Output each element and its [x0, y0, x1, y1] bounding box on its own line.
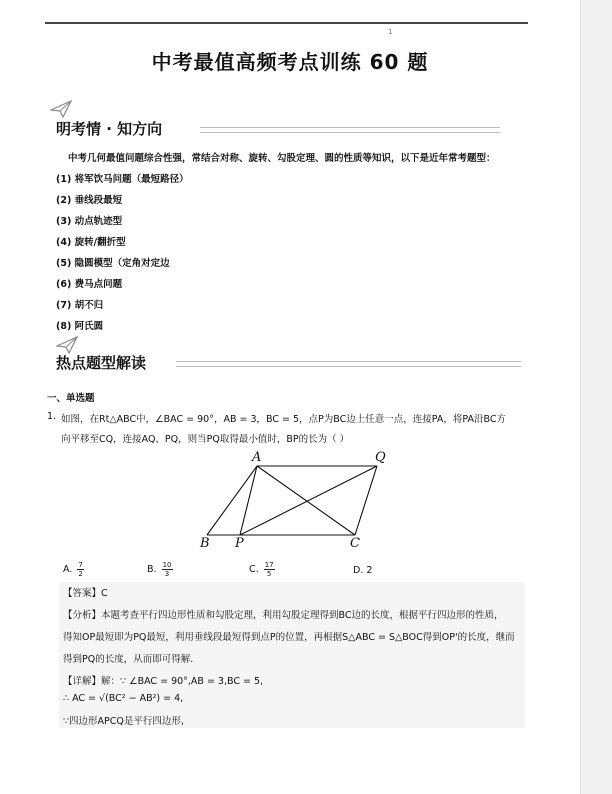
choice-letter: C.	[249, 564, 259, 575]
numerator: 7	[78, 561, 83, 569]
segment-QC	[355, 466, 377, 535]
label-P: P	[235, 536, 244, 551]
analysis-line-1: 【分析】本题考查平行四边形性质和勾股定理，利用勾股定理得到BC边的长度，根据平行四边形的性质，	[63, 610, 504, 621]
list-item: (8) 阿氏圆	[56, 321, 104, 332]
page-title: 中考最值高频考点训练 60 题	[151, 50, 429, 74]
question-line-2: 向平移至CQ，连接AQ、PQ，则当PQ取得最小值时，BP的长为（ ）	[61, 434, 350, 445]
segment-PQ	[240, 466, 377, 535]
choice-letter: B.	[147, 564, 157, 575]
numerator: 17	[264, 561, 274, 569]
label-A: A	[252, 450, 262, 465]
header-rule	[45, 22, 528, 24]
denominator: 5	[266, 570, 272, 578]
list-item: (3) 动点轨迹型	[56, 216, 123, 227]
segment-AC	[257, 466, 355, 535]
choice-b	[147, 561, 173, 578]
detail-line-1: 【详解】解：∵ ∠BAC = 90°,AB = 3,BC = 5,	[63, 676, 264, 687]
choice-c	[249, 561, 275, 578]
list-item: (1) 将军饮马问题（最短路径）	[56, 174, 189, 185]
label-C: C	[350, 536, 360, 551]
choice-letter: A.	[63, 564, 73, 575]
section-rule	[200, 127, 500, 133]
segment-AP	[240, 466, 257, 535]
subsection-heading: 一、单选题	[47, 393, 95, 404]
denominator: 3	[164, 570, 170, 578]
choice-d	[353, 565, 372, 576]
choice-letter: D.	[353, 565, 364, 576]
segment-AB	[207, 466, 257, 535]
parallelogram-diagram	[195, 448, 395, 553]
list-item: (2) 垂线段最短	[56, 195, 123, 206]
numerator: 10	[162, 561, 172, 569]
choice-value: 2	[366, 565, 373, 576]
choice-a	[63, 561, 84, 578]
list-item: (7) 胡不归	[56, 300, 104, 311]
viewer-side-panel	[580, 0, 612, 794]
fraction	[77, 561, 83, 578]
question-line-1: 如图，在Rt△ABC中，∠BAC = 90°，AB = 3，BC = 5，点P为BC边上任意一点，连接PA，将PA沿BC方	[61, 414, 506, 425]
list-item: (4) 旋转/翻折型	[56, 237, 126, 248]
paper-plane-icon	[50, 100, 72, 118]
fraction	[162, 561, 173, 578]
section-heading-trends: 明考情 · 知方向	[56, 120, 163, 138]
list-item: (6) 费马点问题	[56, 279, 123, 290]
label-B: B	[200, 536, 210, 551]
analysis-line-2: 得知OP最短即为PQ最短，利用垂线段最短得到点P的位置，再根据S△ABC = S△BOC得到OP'的长度，继而	[63, 632, 515, 643]
answer-line: 【答案】C	[63, 588, 108, 599]
intro-text: 中考几何最值问题综合性强，常结合对称、旋转、勾股定理、圆的性质等知识，以下是近年常考题型：	[68, 153, 496, 164]
analysis-line-3: 得到PQ的长度，从而即可得解.	[63, 654, 194, 665]
detail-line-2: ∴ AC = √(BC² − AB²) = 4,	[63, 693, 184, 704]
list-item: (5) 隐圆模型（定角对定边	[56, 258, 170, 269]
denominator: 2	[78, 570, 83, 578]
question-number: 1.	[47, 411, 57, 422]
label-Q: Q	[375, 450, 386, 465]
section-rule	[176, 361, 521, 367]
page-number: 1	[388, 28, 393, 36]
section-heading-hot-topics: 热点题型解读	[56, 354, 147, 372]
geometry-figure	[195, 448, 395, 553]
detail-line-3: ∵四边形APCQ是平行四边形,	[63, 716, 184, 727]
fraction	[264, 561, 275, 578]
